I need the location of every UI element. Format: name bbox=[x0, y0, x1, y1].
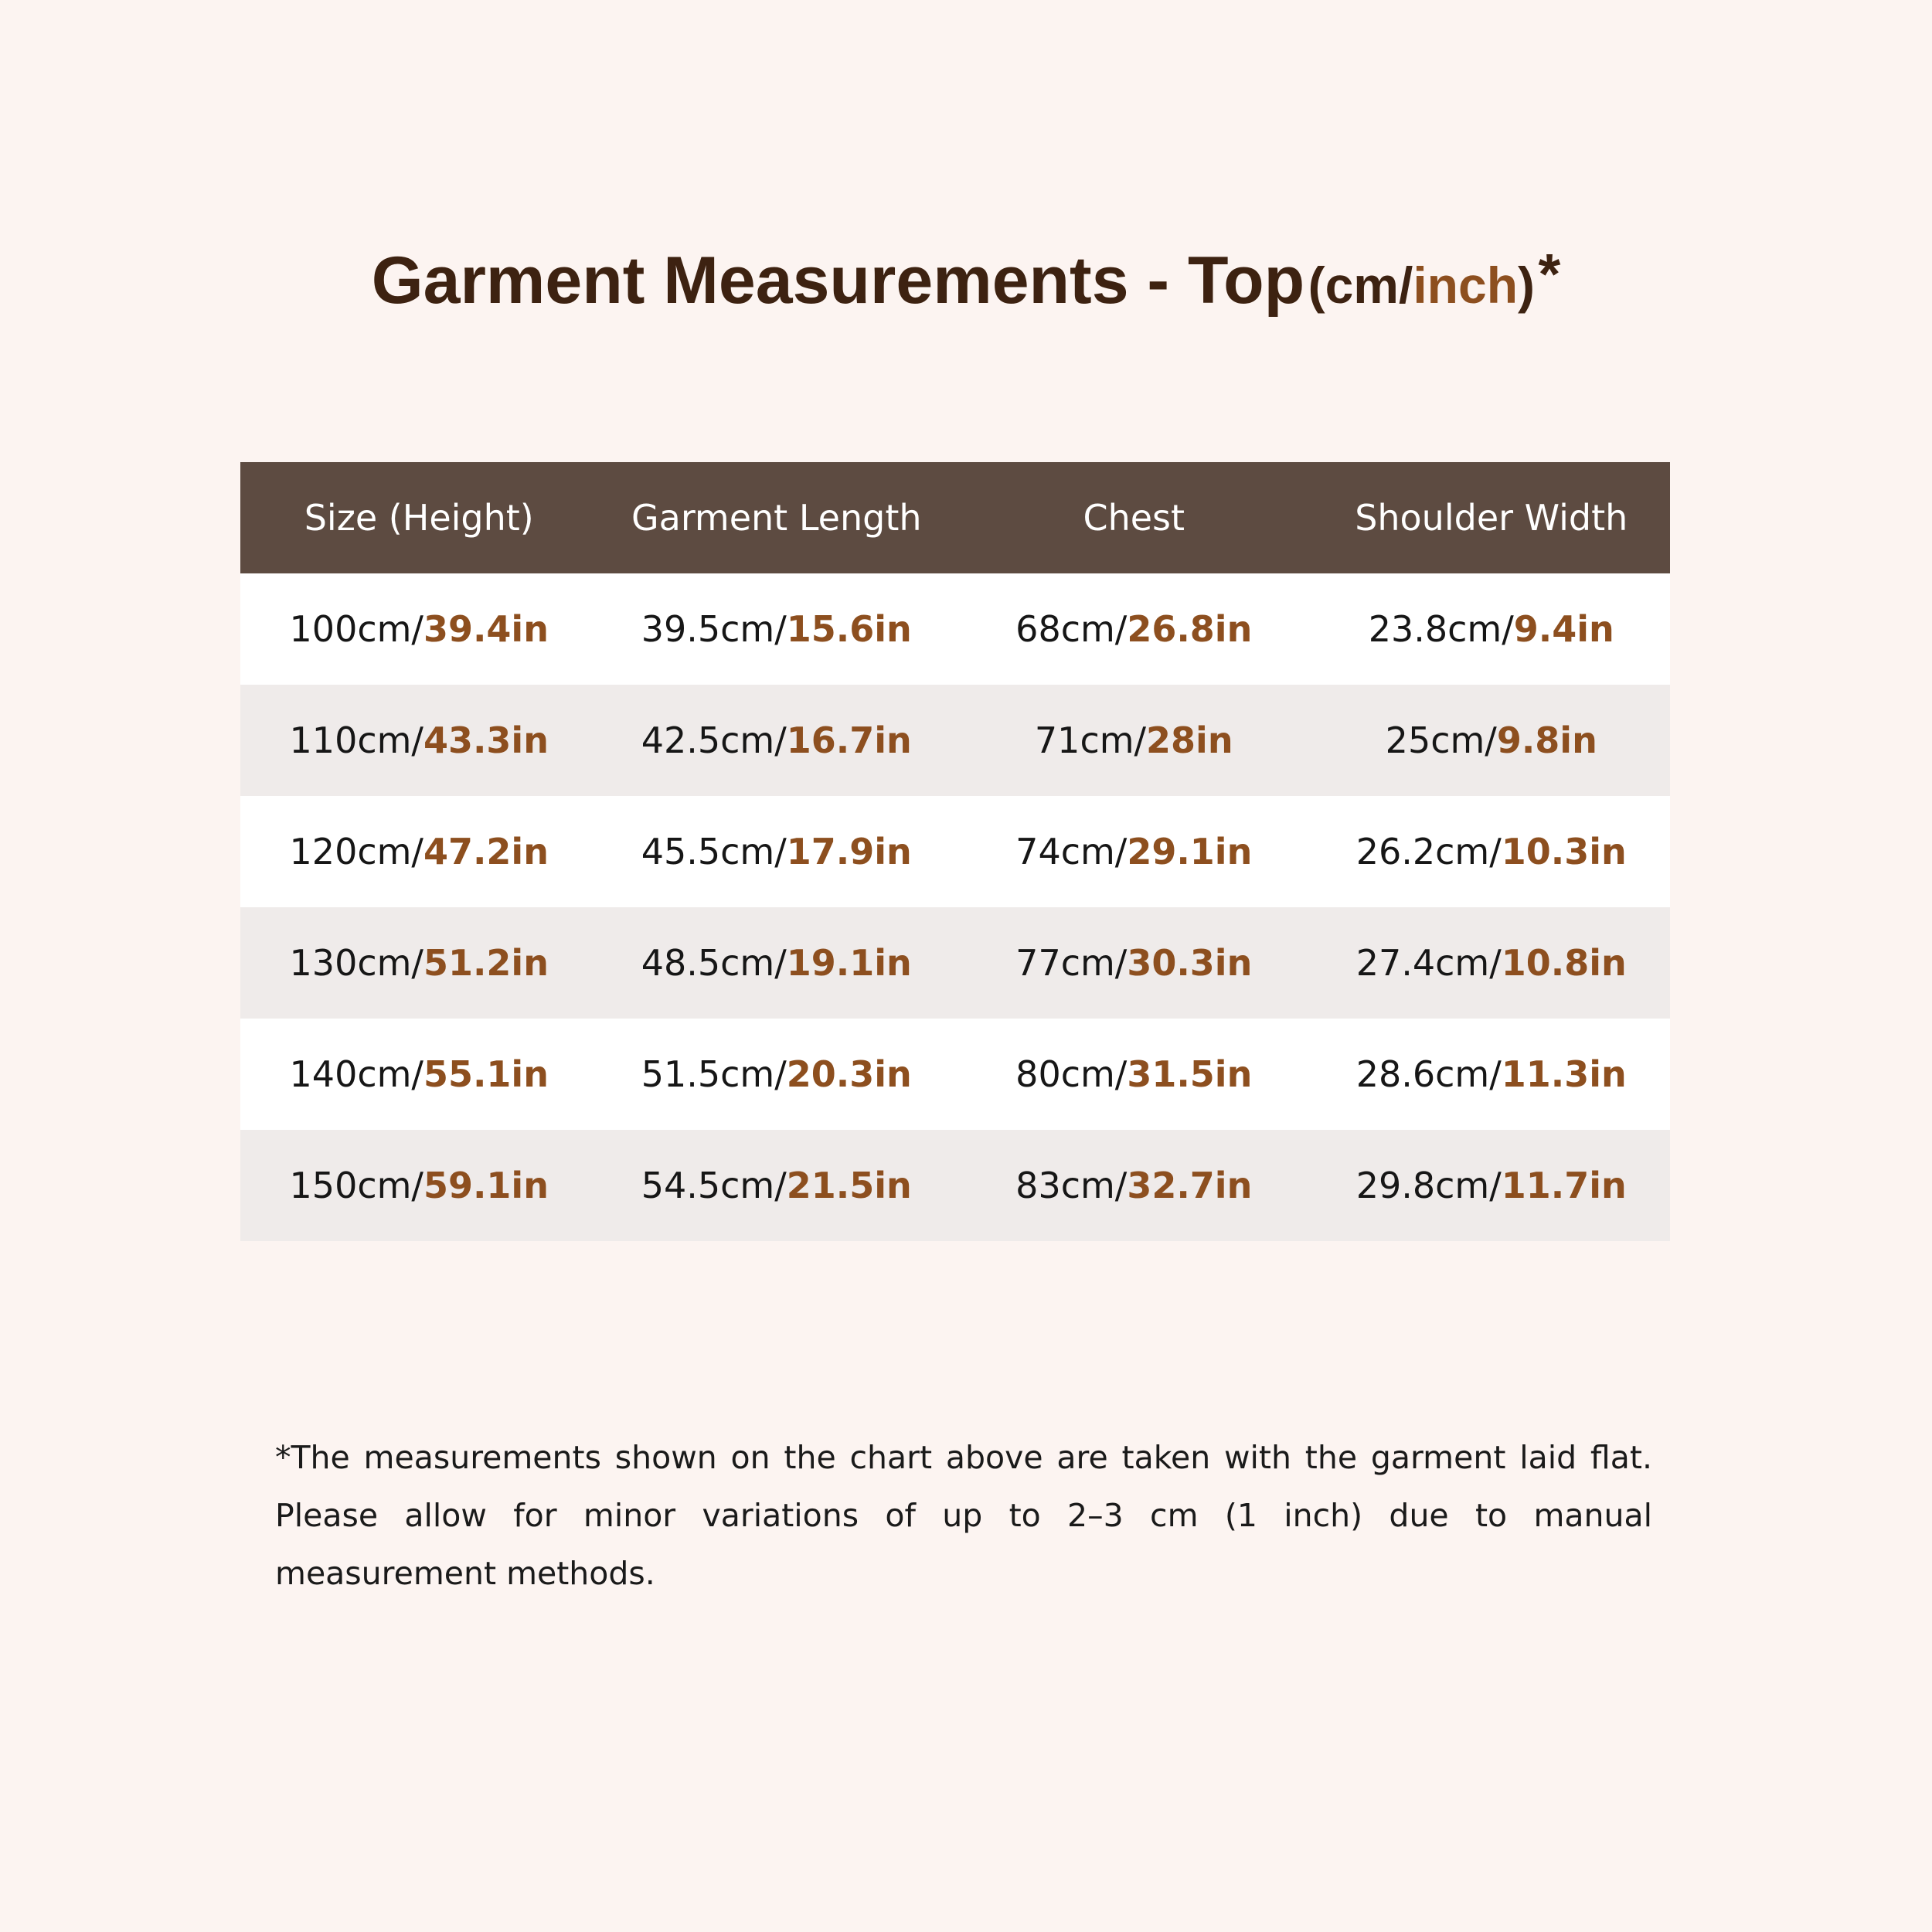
title-units-inch: inch bbox=[1413, 257, 1519, 314]
cell-shoulder-width bbox=[1313, 907, 1671, 1019]
cm-value: 83cm/ bbox=[1015, 1165, 1128, 1206]
inch-value: 9.8in bbox=[1496, 719, 1597, 761]
inch-value: 10.3in bbox=[1501, 831, 1627, 872]
size-chart-table bbox=[240, 462, 1670, 1241]
inch-value: 39.4in bbox=[423, 608, 549, 650]
cell-chest bbox=[955, 685, 1313, 796]
cm-value: 77cm/ bbox=[1015, 942, 1128, 984]
cell-size-height bbox=[240, 796, 598, 907]
cm-value: 71cm/ bbox=[1034, 719, 1147, 761]
table-row bbox=[240, 573, 1670, 685]
cell-size-height bbox=[240, 1130, 598, 1241]
page-title bbox=[0, 242, 1932, 318]
cm-value: 80cm/ bbox=[1015, 1053, 1128, 1095]
inch-value: 11.3in bbox=[1501, 1053, 1627, 1095]
inch-value: 47.2in bbox=[423, 831, 549, 872]
cm-value: 25cm/ bbox=[1385, 719, 1497, 761]
cell-garment-length bbox=[598, 1019, 956, 1130]
cm-value: 120cm/ bbox=[289, 831, 423, 872]
cell-size-height bbox=[240, 573, 598, 685]
inch-value: 11.7in bbox=[1501, 1165, 1627, 1206]
cm-value: 39.5cm/ bbox=[641, 608, 787, 650]
inch-value: 10.8in bbox=[1501, 942, 1627, 984]
cm-value: 51.5cm/ bbox=[641, 1053, 787, 1095]
cm-value: 42.5cm/ bbox=[641, 719, 787, 761]
cell-shoulder-width bbox=[1313, 1130, 1671, 1241]
cell-garment-length bbox=[598, 907, 956, 1019]
cell-garment-length bbox=[598, 796, 956, 907]
cell-garment-length bbox=[598, 685, 956, 796]
inch-value: 55.1in bbox=[423, 1053, 549, 1095]
header-size-height: Size (Height) bbox=[240, 462, 598, 573]
inch-value: 30.3in bbox=[1127, 942, 1253, 984]
inch-value: 19.1in bbox=[786, 942, 912, 984]
cell-shoulder-width bbox=[1313, 573, 1671, 685]
cm-value: 110cm/ bbox=[289, 719, 423, 761]
cell-garment-length bbox=[598, 1130, 956, 1241]
title-main: Garment Measurements - Top bbox=[371, 243, 1305, 318]
cm-value: 23.8cm/ bbox=[1368, 608, 1514, 650]
title-units-close: ) bbox=[1518, 257, 1536, 314]
table-row bbox=[240, 907, 1670, 1019]
inch-value: 28in bbox=[1146, 719, 1233, 761]
inch-value: 26.8in bbox=[1127, 608, 1253, 650]
inch-value: 31.5in bbox=[1127, 1053, 1253, 1095]
title-units-open: (cm/ bbox=[1308, 257, 1413, 314]
cell-chest bbox=[955, 1130, 1313, 1241]
cell-shoulder-width bbox=[1313, 1019, 1671, 1130]
cm-value: 150cm/ bbox=[289, 1165, 423, 1206]
cell-chest bbox=[955, 1019, 1313, 1130]
inch-value: 16.7in bbox=[786, 719, 912, 761]
cm-value: 140cm/ bbox=[289, 1053, 423, 1095]
inch-value: 15.6in bbox=[786, 608, 912, 650]
title-units bbox=[1308, 257, 1535, 314]
inch-value: 43.3in bbox=[423, 719, 549, 761]
cm-value: 130cm/ bbox=[289, 942, 423, 984]
inch-value: 21.5in bbox=[786, 1165, 912, 1206]
inch-value: 59.1in bbox=[423, 1165, 549, 1206]
table-header-row bbox=[240, 462, 1670, 573]
cell-chest bbox=[955, 573, 1313, 685]
inch-value: 32.7in bbox=[1127, 1165, 1253, 1206]
cell-chest bbox=[955, 796, 1313, 907]
cell-size-height bbox=[240, 685, 598, 796]
header-chest: Chest bbox=[955, 462, 1313, 573]
cm-value: 27.4cm/ bbox=[1355, 942, 1502, 984]
cell-shoulder-width bbox=[1313, 796, 1671, 907]
header-shoulder-width: Shoulder Width bbox=[1313, 462, 1671, 573]
cm-value: 100cm/ bbox=[289, 608, 423, 650]
cell-chest bbox=[955, 907, 1313, 1019]
cm-value: 48.5cm/ bbox=[641, 942, 787, 984]
table-row bbox=[240, 1019, 1670, 1130]
cm-value: 68cm/ bbox=[1015, 608, 1128, 650]
inch-value: 51.2in bbox=[423, 942, 549, 984]
cm-value: 74cm/ bbox=[1015, 831, 1128, 872]
cell-garment-length bbox=[598, 573, 956, 685]
cm-value: 29.8cm/ bbox=[1355, 1165, 1502, 1206]
inch-value: 9.4in bbox=[1513, 608, 1614, 650]
cm-value: 28.6cm/ bbox=[1355, 1053, 1502, 1095]
table-row bbox=[240, 796, 1670, 907]
cell-shoulder-width bbox=[1313, 685, 1671, 796]
table-row bbox=[240, 1130, 1670, 1241]
cm-value: 54.5cm/ bbox=[641, 1165, 787, 1206]
title-asterisk: * bbox=[1538, 242, 1561, 306]
header-garment-length: Garment Length bbox=[598, 462, 956, 573]
cell-size-height bbox=[240, 907, 598, 1019]
cm-value: 45.5cm/ bbox=[641, 831, 787, 872]
inch-value: 29.1in bbox=[1127, 831, 1253, 872]
inch-value: 17.9in bbox=[786, 831, 912, 872]
measurement-note: *The measurements shown on the chart above are taken with the garment laid flat. Please allow for minor variations of up to 2–3 cm (1 inch) due to manual measurement methods. bbox=[275, 1439, 1652, 1592]
cm-value: 26.2cm/ bbox=[1355, 831, 1502, 872]
inch-value: 20.3in bbox=[786, 1053, 912, 1095]
table-row bbox=[240, 685, 1670, 796]
cell-size-height bbox=[240, 1019, 598, 1130]
